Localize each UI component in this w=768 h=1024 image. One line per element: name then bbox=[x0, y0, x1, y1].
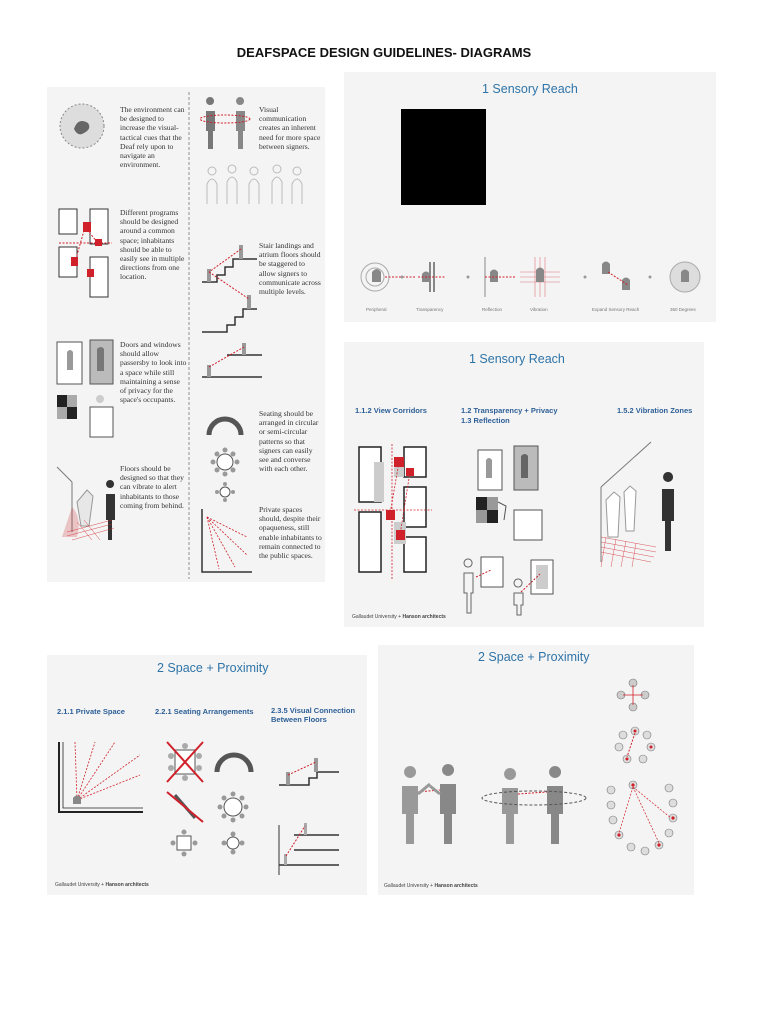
credit-mid bbox=[352, 614, 446, 620]
space-proximity-left-heading: 2 Space + Proximity bbox=[157, 661, 269, 675]
vibration-floor-diagram bbox=[52, 462, 127, 542]
caption-360-degrees: 360 Degrees bbox=[670, 307, 696, 312]
guideline-2: Different programs should be designed around a common space; inhabitants should be able to easily see in multiple directions from one location. bbox=[120, 208, 185, 282]
subheading-between-floors: Between Floors bbox=[271, 715, 327, 724]
caption-vibration: Vibration bbox=[530, 307, 548, 312]
guideline-3: Doors and windows should allow passersby to look into a space while still maintaining a sense of privacy for the space's occupants. bbox=[120, 340, 187, 405]
sensory-reach-mid-panel bbox=[344, 342, 704, 627]
guideline-4: Floors should be designed so that they can vibrate to alert inhabitants to those coming from behind. bbox=[120, 464, 184, 510]
credit-left-firm: Hanson architects bbox=[105, 882, 149, 888]
caption-peripheral: Peripheral bbox=[366, 307, 387, 312]
two-signers-diagram bbox=[390, 770, 470, 850]
credit-mid-firm: Hanson architects bbox=[402, 614, 446, 620]
signers-oval-diagram bbox=[480, 770, 590, 850]
guideline-5: Visual communication creates an inherent need for more space between signers. bbox=[259, 105, 321, 151]
credit-right-text: Gallaudet University + bbox=[384, 883, 435, 889]
space-proximity-left-panel bbox=[47, 655, 367, 895]
guideline-8: Private spaces should, despite their opaqueness, still enable inhabitants to remain connected to the public spaces. bbox=[259, 505, 322, 561]
space-proximity-right-heading: 2 Space + Proximity bbox=[478, 650, 590, 664]
black-image-block bbox=[401, 109, 486, 205]
space-proximity-right-panel bbox=[378, 645, 694, 895]
private-space-plan bbox=[55, 740, 145, 815]
reflection-diagram bbox=[456, 552, 566, 617]
sensory-reach-mid-heading: 1 Sensory Reach bbox=[469, 352, 565, 366]
guideline-1: The environment can be designed to increase the visual-tactical cues that the Deaf rely upon to navigate an environment. bbox=[120, 105, 185, 170]
credit-left bbox=[55, 882, 149, 888]
credit-right-firm: Hanson architects bbox=[434, 883, 478, 889]
vibration-zones-diagram bbox=[596, 442, 691, 572]
view-corridors-plan bbox=[354, 442, 434, 582]
subheading-reflection: 1.3 Reflection bbox=[461, 416, 510, 425]
signers-space-diagram bbox=[197, 99, 257, 154]
common-space-plan bbox=[57, 207, 112, 302]
sensory-reach-top-heading: 1 Sensory Reach bbox=[482, 82, 578, 96]
guideline-7: Seating should be arranged in circular or semi-circular patterns so that signers can easily see and converse with each other. bbox=[259, 409, 319, 474]
doors-windows-diagram bbox=[55, 337, 115, 442]
caption-transparency: Transparency bbox=[416, 307, 444, 312]
private-space-diagram bbox=[197, 507, 257, 577]
document-title: DEAFSPACE DESIGN GUIDELINES- DIAGRAMS bbox=[236, 45, 532, 60]
seating-arrangement-icons bbox=[197, 407, 257, 502]
atrium-levels-diagram bbox=[197, 337, 267, 382]
guideline-6: Stair landings and atrium floors should be staggered to allow signers to communicate across multiple levels. bbox=[259, 241, 321, 297]
guidelines-panel bbox=[47, 87, 325, 582]
sensory-reach-top-panel bbox=[344, 72, 716, 322]
visual-connection-floors-diagram bbox=[274, 750, 344, 880]
crowd-sketch bbox=[197, 159, 312, 209]
credit-right bbox=[384, 883, 478, 889]
staggered-stairs-diagram bbox=[197, 237, 262, 337]
caption-reflection: Reflection bbox=[482, 307, 503, 312]
subheading-private-space: 2.1.1 Private Space bbox=[57, 707, 125, 716]
seating-clusters-diagram bbox=[603, 675, 683, 885]
credit-left-text: Gallaudet University + bbox=[55, 882, 106, 888]
seating-arrangements-grid bbox=[165, 740, 260, 860]
sensory-icon-row bbox=[350, 252, 710, 312]
caption-expand-sensory-reach: Expand Sensory Reach bbox=[592, 307, 640, 312]
credit-mid-text: Gallaudet University + bbox=[352, 614, 403, 620]
subheading-view-corridors: 1.1.2 View Corridors bbox=[355, 406, 427, 415]
subheading-vibration-zones: 1.5.2 Vibration Zones bbox=[617, 406, 693, 415]
subheading-transparency-privacy: 1.2 Transparency + Privacy bbox=[461, 406, 558, 415]
subheading-visual-connection: 2.3.5 Visual Connection bbox=[271, 706, 356, 715]
subheading-seating-arrangements: 2.2.1 Seating Arrangements bbox=[155, 707, 254, 716]
transparency-privacy-diagram bbox=[466, 442, 556, 547]
ear-circle-diagram bbox=[57, 101, 107, 151]
